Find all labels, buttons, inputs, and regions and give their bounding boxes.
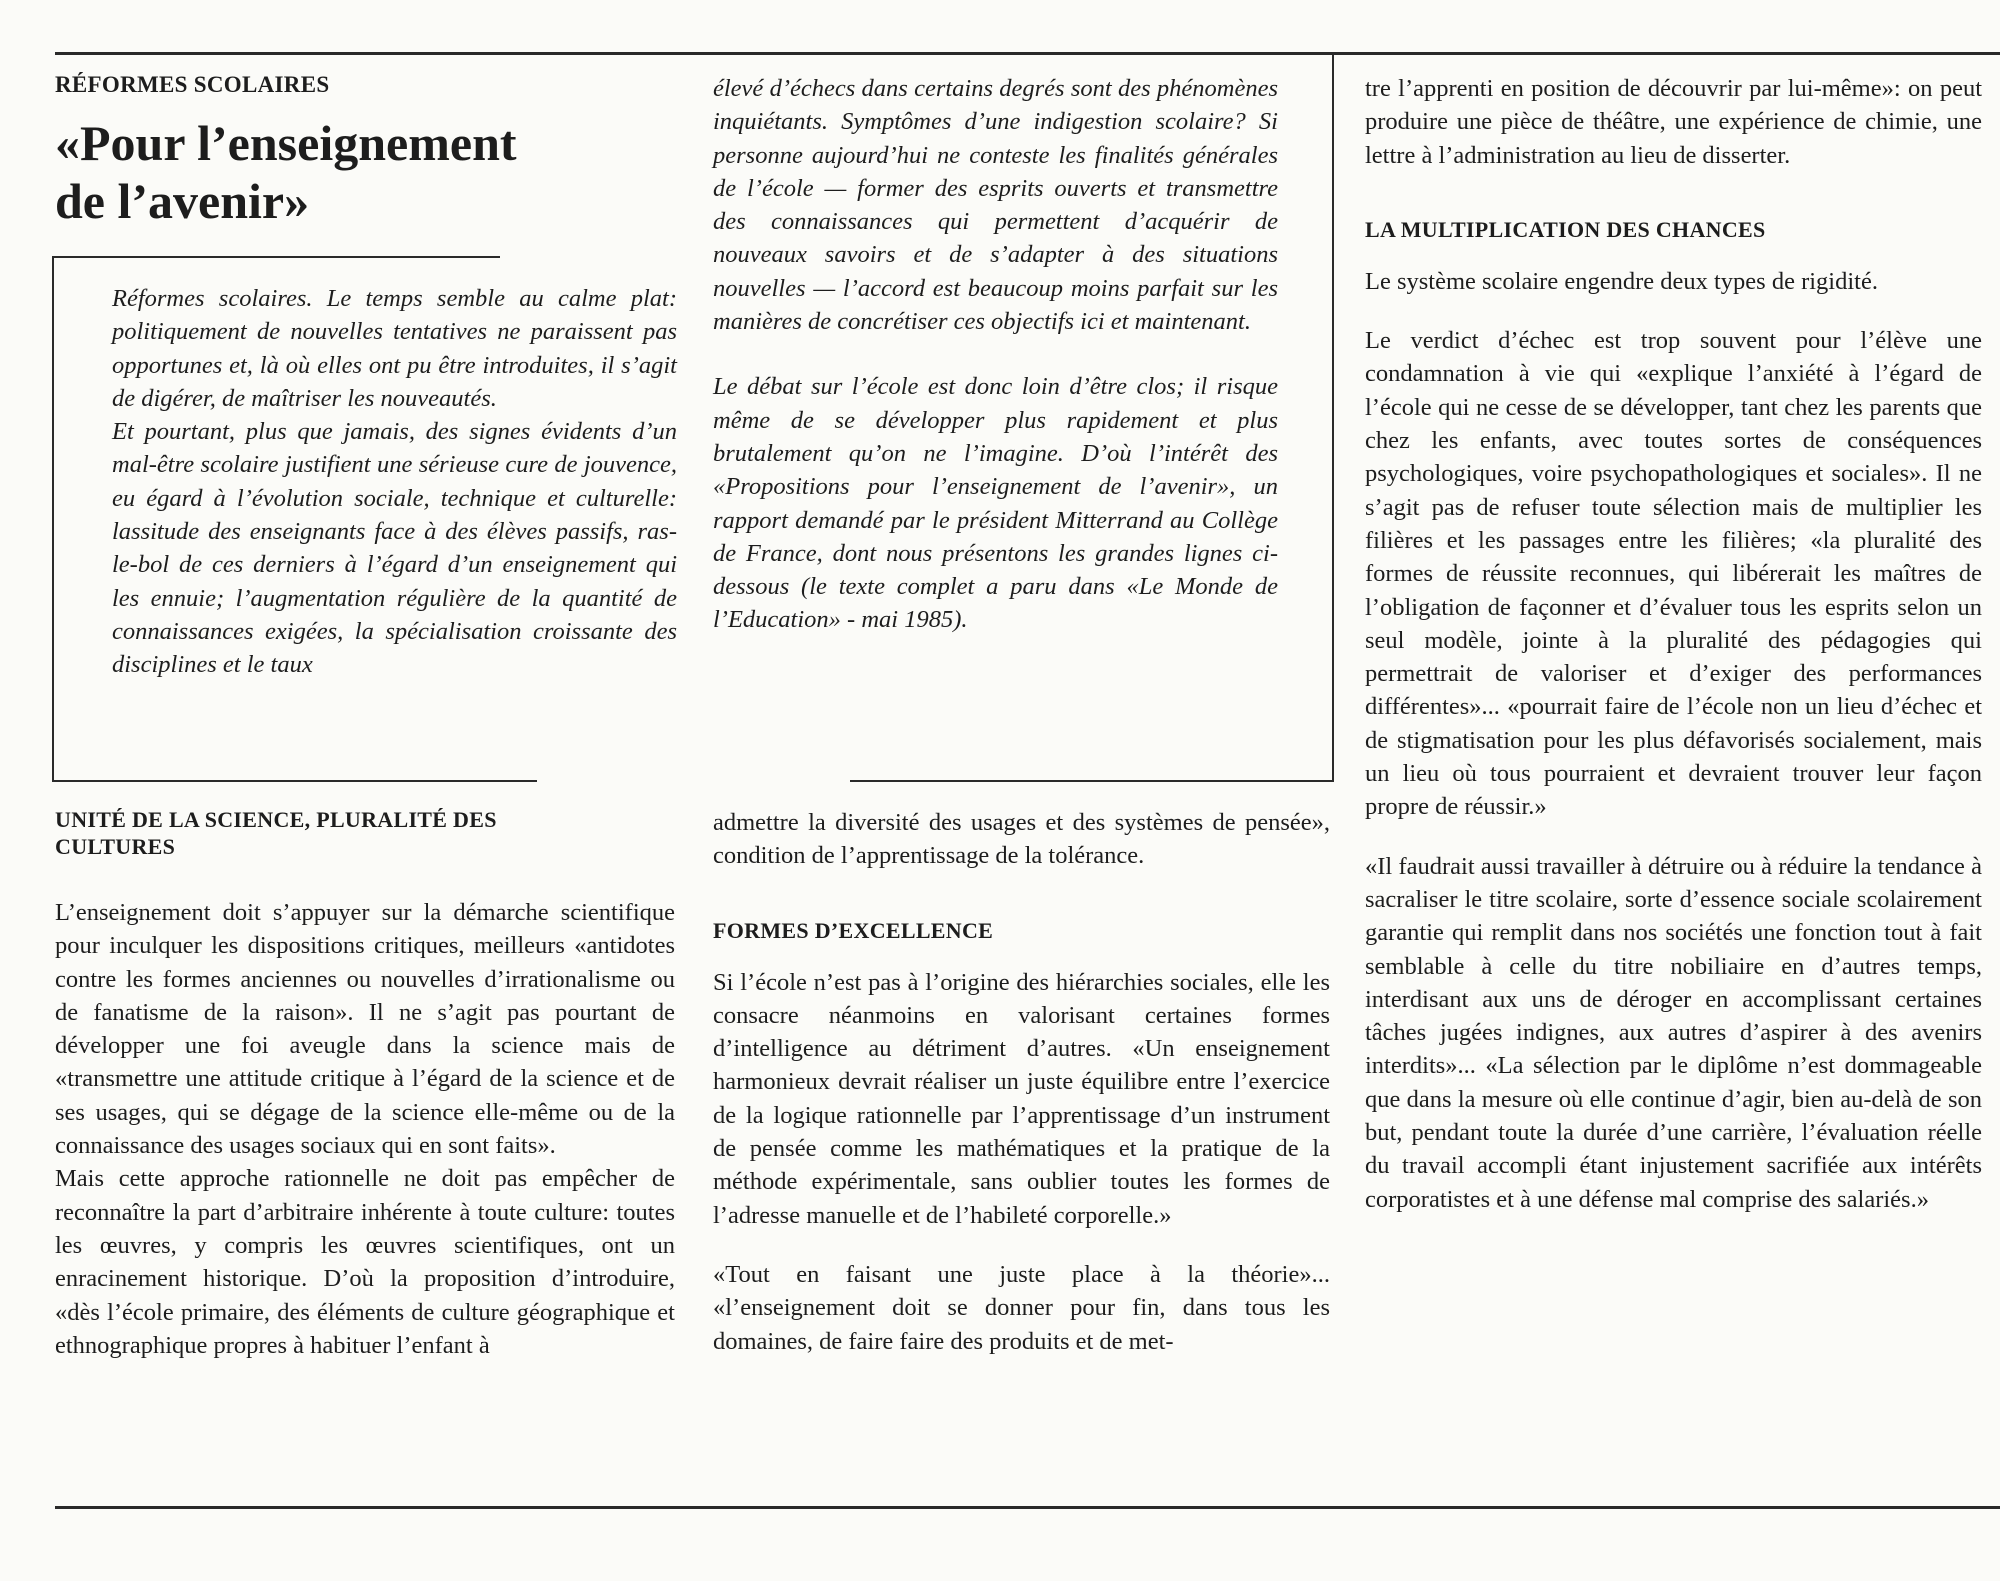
intro-paragraph: Et pourtant, plus que jamais, des signes évidents d’un mal-être scolaire justifient une sérieuse cure de jouvence, eu égard à l’évolution sociale, technique et culturelle: lassitude des enseignants face à des élèves passifs, ras-le-bol de ces derniers à l’égard d’un enseignement qui les ennuie; l’augmentation régulière de la quantité de connaissances exigées, la spécialisation croissante des disciplines et le taux	[112, 418, 677, 679]
header	[55, 72, 615, 230]
body-paragraph: Si l’école n’est pas à l’origine des hiérarchies sociales, elle les consacre néanmoins en valorisant certaines formes d’intelligence au détriment d’autres. «Un enseignement harmonieux devrait réaliser un juste équilibre entre l’exercice de la logique rationnelle par l’apprentissage d’un instrument de pensée comme les mathématiques et la pratique de la méthode expérimentale, sans oublier toutes les formes de l’adresse manuelle et de l’habileté corporelle.»	[713, 968, 1330, 1229]
body-paragraph: «Tout en faisant une juste place à la théorie»... «l’enseignement doit se donner pour fin, dans tous les domaines, de faire faire des produits et de met-	[713, 1260, 1330, 1355]
column-3	[1365, 72, 1982, 1216]
body-paragraph: Le système scolaire engendre deux types de rigidité.	[1365, 267, 1878, 295]
intro-paragraph: Le débat sur l’école est donc loin d’être clos; il risque même de se développer plus rapidement et plus brutalement qu’on ne l’imagine. D’où l’intérêt des «Propositions pour l’enseignement de l’avenir», un rapport demandé par le président Mitterrand au Collège de France, dont nous présentons les grandes lignes ci-dessous (le texte complet a paru dans «Le Monde de l’Education» - mai 1985).	[713, 373, 1278, 634]
intro-box-bottom-rule-right	[850, 780, 1334, 782]
bottom-rule	[55, 1506, 2000, 1509]
body-paragraph: tre l’apprenti en position de découvrir par lui-même»: on peut produire une pièce de théâtre, une expérience de chimie, une lettre à l’administration au lieu de disserter.	[1365, 75, 1982, 169]
intro-column-2	[713, 72, 1278, 637]
section-kicker: RÉFORMES SCOLAIRES	[55, 72, 330, 97]
intro-paragraph: élevé d’échecs dans certains degrés sont des phénomènes inquiétants. Symptômes d’une indigestion scolaire? Si personne aujourd’hui ne conteste les finalités générales de l’école — former des esprits ouverts et transmettre des connaissances qui permettent d’acquérir de nouveaux savoirs et de s’adapter à des situations nouvelles — l’accord est beaucoup moins parfait sur les manières de concrétiser ces objectifs ici et maintenant.	[713, 75, 1278, 336]
body-paragraph: «Il faudrait aussi travailler à détruire ou à réduire la tendance à sacraliser le titre scolaire, sorte d’essence sociale scolairement garantie qui remplit dans nos sociétés une fonction tout à fait semblable à celle du titre nobiliaire en d’autres temps, interdisant aux uns de déroger en accomplissant certaines tâches jugées indignes, aux autres d’aspirer à des avenirs interdits»... «La sélection par le diplôme n’est dommageable que dans la mesure où elle continue d’agir, bien au-delà de son but, pendant toute la durée d’une carrière, l’évaluation réelle du travail accompli étant injustement sacrifiée aux intérêts corporatistes et à une défense mal comprise des salariés.»	[1365, 852, 1982, 1213]
top-rule	[55, 52, 2000, 55]
body-paragraph: Mais cette approche rationnelle ne doit pas empêcher de reconnaître la part d’arbitraire inhérente à toute culture: toutes les œuvres, y compris les œuvres scientifiques, ont un enracinement historique. D’où la proposition d’introduire, «dès l’école primaire, des éléments de culture géographique et ethnographique propres à habituer l’enfant à	[55, 1165, 675, 1359]
body-paragraph: admettre la diversité des usages et des systèmes de pensée», condition de l’apprentissage de la tolérance.	[713, 809, 1330, 870]
intro-paragraph: Réformes scolaires. Le temps semble au calme plat: politiquement de nouvelles tentatives ne paraissent pas opportunes et, là où elles ont pu être introduites, il s’agit de digérer, de maîtriser les nouveautés.	[112, 285, 677, 412]
intro-column-1	[112, 282, 677, 682]
intro-box-bottom-rule-left	[52, 780, 537, 782]
section-heading: FORMES D’EXCELLENCE	[713, 917, 994, 943]
column-divider	[1332, 54, 1334, 782]
section-heading: LA MULTIPLICATION DES CHANCES	[1365, 216, 1766, 242]
body-paragraph: Le verdict d’échec est trop souvent pour l’élève une condamnation à vie qui «explique l’anxiété à l’égard de l’école qui ne cesse de se développer, tant chez les parents que chez les enfants, avec toutes sortes de conséquences psychologiques, voire psychopathologiques et sociales». Il ne s’agit pas de refuser toute sélection mais de multiplier les filières et les passages entre les filières; «la pluralité des formes de réussite reconnues, qui libérerait les maîtres de l’obligation de façonner et d’évaluer tous les esprits selon un seul modèle, jointe à la pluralité des pédagogies qui permettrait de valoriser et d’exiger des performances différentes»... «pourrait faire de l’école non un lieu d’échec et de stigmatisation pour les plus défavorisés socialement, mais un lieu où tous pourraient et devraient trouver leur façon propre de réussir.»	[1365, 327, 1982, 821]
column-2-bottom	[713, 806, 1330, 1358]
body-paragraph: L’enseignement doit s’appuyer sur la démarche scientifique pour inculquer les dispositions critiques, meilleurs «antidotes contre les formes anciennes ou nouvelles d’irrationalisme ou de fanatisme de la raison». Il ne s’agit pas pourtant de développer une foi aveugle dans la science mais de «transmettre une attitude critique à l’égard de la science et de ses usages, qui se dégage de la science elle-même ou de la connaissance des usages sociaux qui en sont faits».	[55, 899, 675, 1160]
title-line-1: «Pour l’enseignement	[55, 115, 517, 171]
column-1-bottom	[55, 806, 675, 1362]
section-heading: UNITÉ DE LA SCIENCE, PLURALITÉ DES CULTURES	[55, 807, 497, 859]
intro-box-left-rule	[52, 256, 54, 782]
article-title	[55, 114, 615, 230]
intro-box-top-rule	[52, 256, 500, 258]
title-line-2: de l’avenir»	[55, 173, 310, 229]
